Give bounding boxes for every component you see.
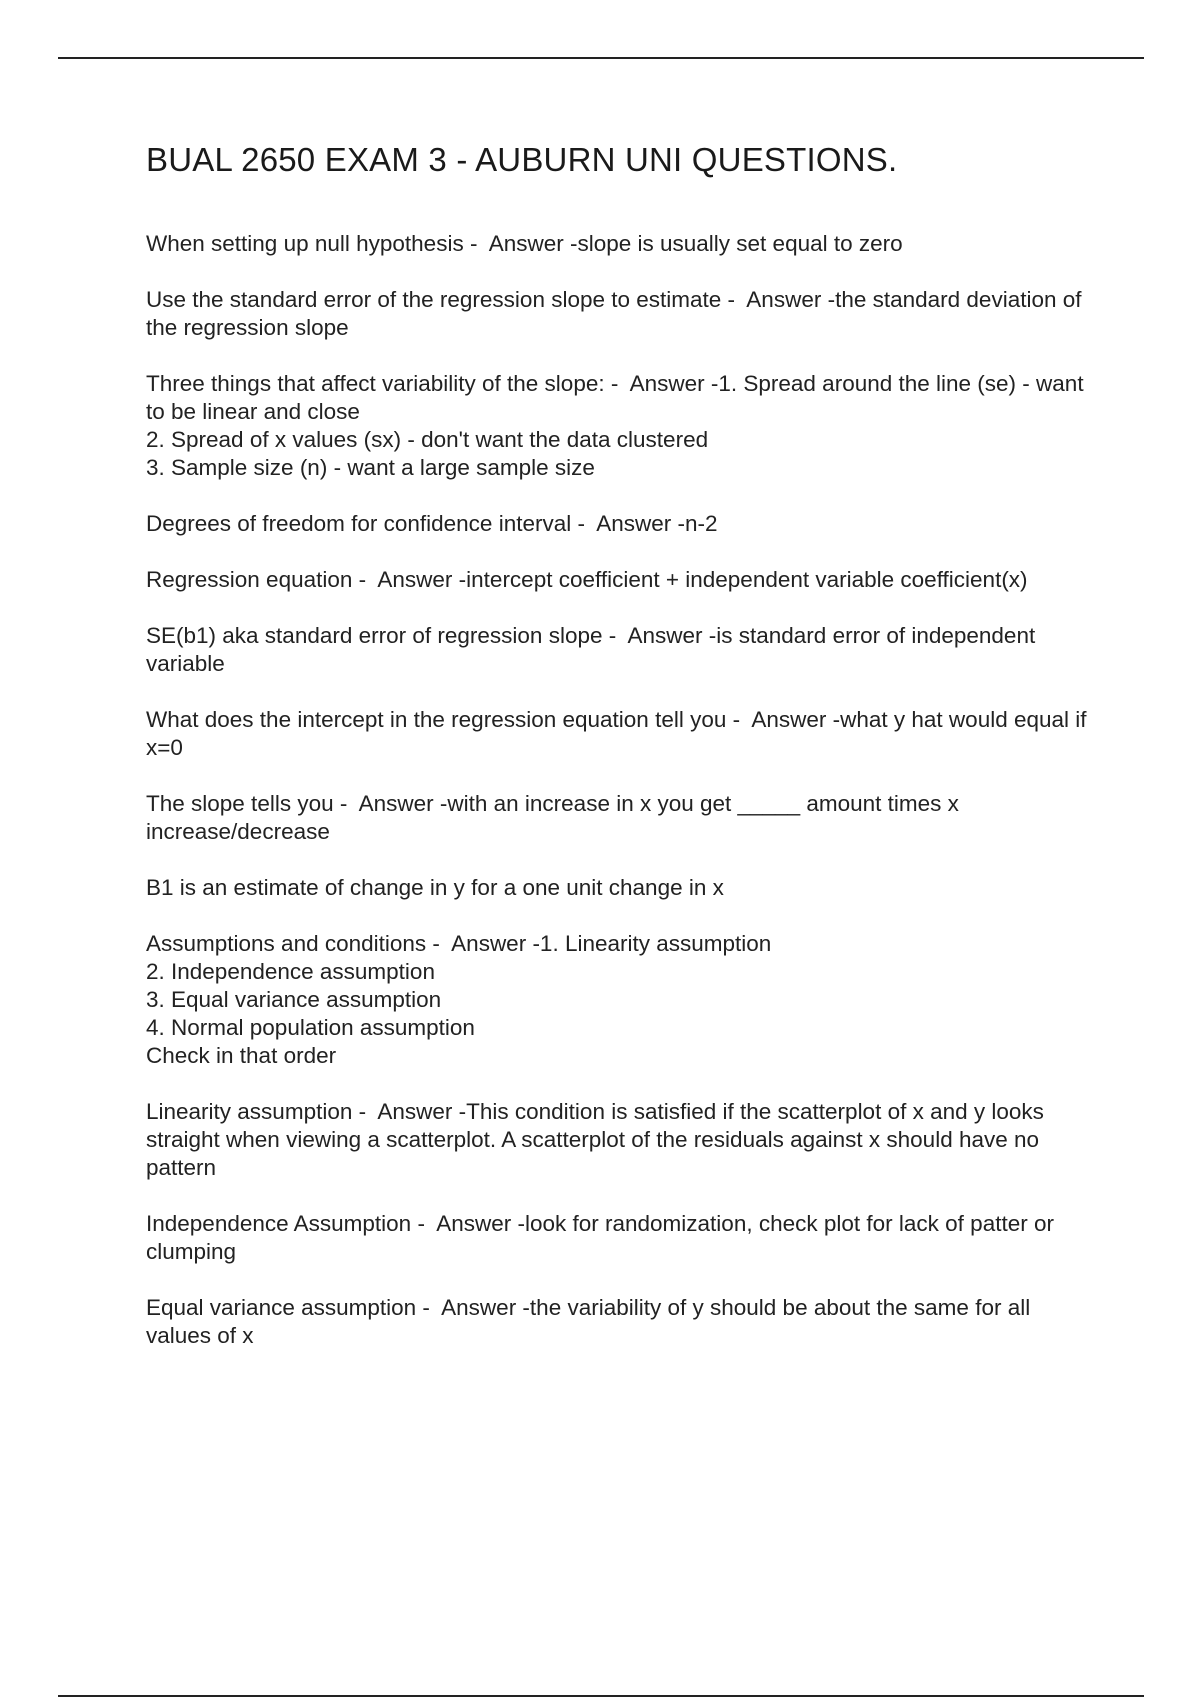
qa-entry [146, 930, 1096, 1070]
qa-question: Use the standard error of the regression slope to estimate - Answer -the standard deviation of the regression slope [146, 286, 1088, 340]
qa-entry [146, 566, 1096, 594]
bottom-rule [58, 1695, 1144, 1697]
qa-entry [146, 790, 1096, 846]
qa-question: Linearity assumption - Answer -This condition is satisfied if the scatterplot of x and y looks straight when viewing a scatterplot. A scatterplot of the residuals against x should have no pattern [146, 1098, 1051, 1180]
qa-entry [146, 706, 1096, 762]
qa-question: SE(b1) aka standard error of regression slope - Answer -is standard error of independent variable [146, 622, 1042, 676]
document-body [146, 140, 1096, 1378]
qa-question: What does the intercept in the regression equation tell you - Answer -what y hat would equal if x=0 [146, 706, 1093, 760]
qa-entry [146, 1294, 1096, 1350]
qa-question: Regression equation - Answer -intercept coefficient + independent variable coefficient(x) [146, 566, 1028, 592]
qa-question: Degrees of freedom for confidence interval - Answer -n-2 [146, 510, 718, 536]
qa-question: Equal variance assumption - Answer -the variability of y should be about the same for all values of x [146, 1294, 1037, 1348]
qa-answer-line: 3. Sample size (n) - want a large sample size [146, 454, 595, 480]
qa-entry [146, 874, 1096, 902]
qa-answer-line: 2. Independence assumption [146, 958, 435, 984]
top-rule [58, 57, 1144, 59]
qa-answer-line: Check in that order [146, 1042, 337, 1068]
qa-question: The slope tells you - Answer -with an increase in x you get _____ amount times x increase/decrease [146, 790, 966, 844]
qa-entry [146, 370, 1096, 482]
qa-question: B1 is an estimate of change in y for a one unit change in x [146, 874, 724, 900]
qa-entry [146, 286, 1096, 342]
qa-question: Assumptions and conditions - Answer -1. Linearity assumption [146, 930, 772, 956]
qa-question: Independence Assumption - Answer -look for randomization, check plot for lack of patter or clumping [146, 1210, 1061, 1264]
qa-entry [146, 510, 1096, 538]
qa-question: When setting up null hypothesis - Answer -slope is usually set equal to zero [146, 230, 903, 256]
qa-entry [146, 622, 1096, 678]
qa-question: Three things that affect variability of the slope: - Answer -1. Spread around the line (se) - want to be linear and close [146, 370, 1090, 424]
qa-answer-line: 4. Normal population assumption [146, 1014, 475, 1040]
qa-entry [146, 1098, 1096, 1182]
qa-answer-line: 3. Equal variance assumption [146, 986, 442, 1012]
qa-answer-line: 2. Spread of x values (sx) - don't want the data clustered [146, 426, 709, 452]
qa-entry [146, 1210, 1096, 1266]
qa-entry [146, 230, 1096, 258]
page-title: BUAL 2650 EXAM 3 - AUBURN UNI QUESTIONS. [146, 141, 898, 178]
